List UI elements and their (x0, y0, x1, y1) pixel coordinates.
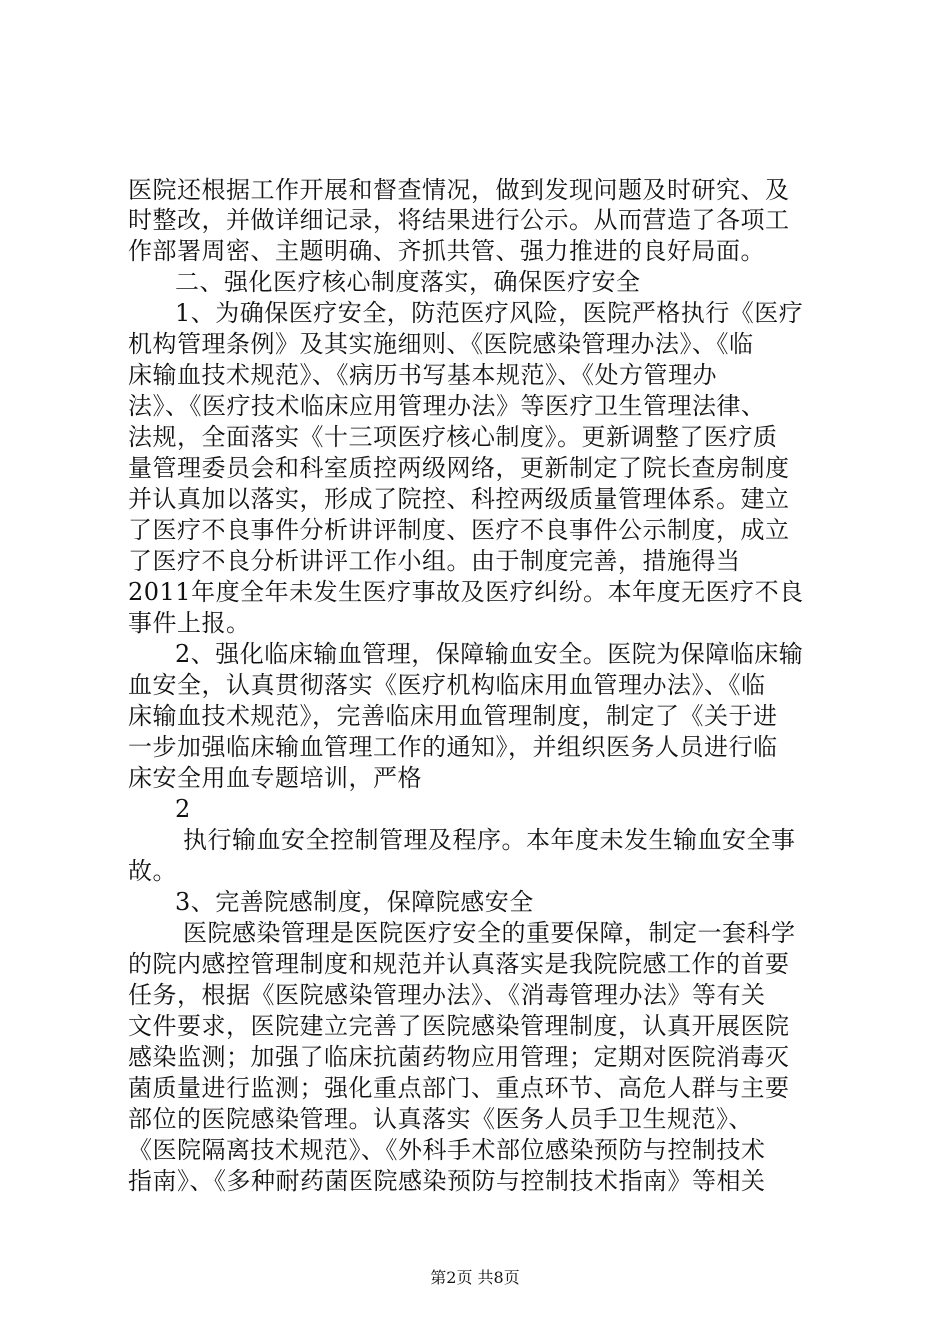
text-line: 量管理委员会和科室质控两级网络，更新制定了院长查房制度 (128, 454, 790, 482)
text-line: 床安全用血专题培训，严格 (128, 764, 422, 792)
text-line: 机构管理条例》及其实施细则、《医院感染管理办法》、《临 (128, 330, 754, 358)
text-line: 法规，全面落实《十三项医疗核心制度》。更新调整了医疗质 (128, 423, 778, 451)
text-line: 作部署周密、主题明确、齐抓共管、强力推进的良好局面。 (128, 237, 765, 265)
text-line: 医院感染管理是医院医疗安全的重要保障，制定一套科学 (183, 919, 796, 947)
page-footer: 第2页 共8页 (430, 1268, 520, 1287)
text-line: 的院内感控管理制度和规范并认真落实是我院院感工作的首要 (128, 950, 790, 978)
text-line: 《医院隔离技术规范》、《外科手术部位感染预防与控制技术 (128, 1136, 766, 1164)
text-line: 文件要求，医院建立完善了医院感染管理制度，认真开展医院 (128, 1012, 790, 1040)
text-line: 法》、《医疗技术临床应用管理办法》等医疗卫生管理法律、 (128, 392, 766, 420)
text-line: 1、为确保医疗安全，防范医疗风险，医院严格执行《医疗 (175, 299, 804, 327)
text-line: 故。 (128, 857, 177, 885)
text-line: 床输血技术规范》、《病历书写基本规范》、《处方管理办 (128, 361, 717, 389)
text-line: 并认真加以落实，形成了院控、科控两级质量管理体系。建立 (128, 485, 790, 513)
text-line: 血安全，认真贯彻落实《医疗机构临床用血管理办法》、《临 (128, 671, 766, 699)
text-line: 2011年度全年未发生医疗事故及医疗纠纷。本年度无医疗不良 (128, 578, 804, 606)
text-line: 时整改，并做详细记录，将结果进行公示。从而营造了各项工 (128, 206, 790, 234)
text-line: 2、强化临床输血管理，保障输血安全。医院为保障临床输 (175, 640, 804, 668)
text-line: 事件上报。 (128, 609, 251, 637)
text-line: 一步加强临床输血管理工作的通知》，并组织医务人员进行临 (128, 733, 778, 761)
text-line: 感染监测；加强了临床抗菌药物应用管理；定期对医院消毒灭 (128, 1043, 790, 1071)
text-line: 菌质量进行监测；强化重点部门、重点环节、高危人群与主要 (128, 1074, 790, 1102)
section-heading: 二、强化医疗核心制度落实，确保医疗安全 (175, 268, 641, 296)
section-heading: 3、完善院感制度，保障院感安全 (175, 888, 534, 916)
text-line: 任务，根据《医院感染管理办法》、《消毒管理办法》等有关 (128, 981, 766, 1009)
page-number-marker: 2 (175, 795, 191, 823)
text-line: 床输血技术规范》，完善临床用血管理制度，制定了《关于进 (128, 702, 778, 730)
text-line: 了医疗不良事件分析讲评制度、医疗不良事件公示制度，成立 (128, 516, 790, 544)
text-line: 了医疗不良分析讲评工作小组。由于制度完善，措施得当 (128, 547, 741, 575)
text-line: 指南》、《多种耐药菌医院感染预防与控制技术指南》等相关 (128, 1167, 766, 1195)
text-line: 部位的医院感染管理。认真落实《医务人员手卫生规范》、 (128, 1105, 753, 1133)
text-line: 执行输血安全控制管理及程序。本年度未发生输血安全事 (183, 826, 796, 854)
text-line: 医院还根据工作开展和督查情况，做到发现问题及时研究、及 (128, 176, 790, 204)
